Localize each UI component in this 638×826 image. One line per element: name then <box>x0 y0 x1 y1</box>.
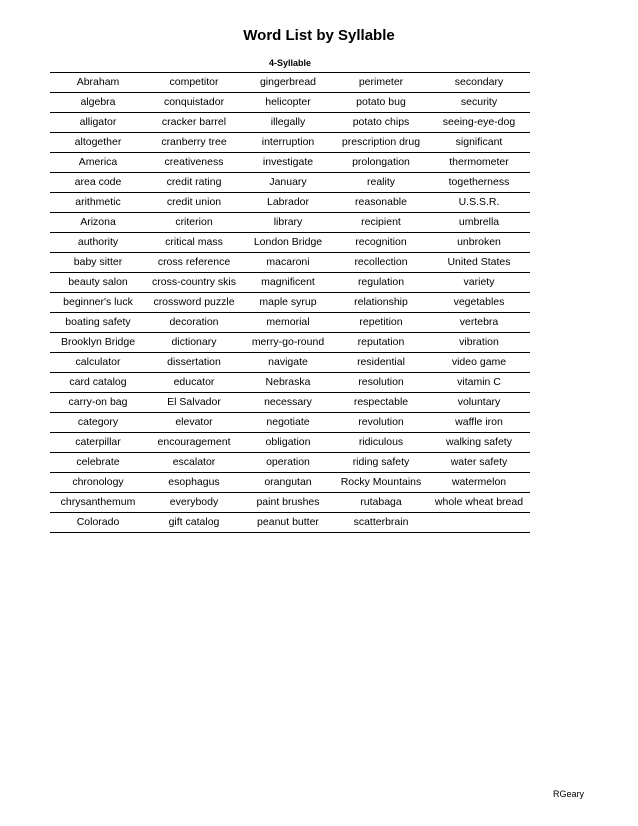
word-cell: crossword puzzle <box>146 293 242 313</box>
word-cell: revolution <box>334 413 428 433</box>
word-cell: cranberry tree <box>146 133 242 153</box>
table-row <box>50 453 530 473</box>
word-cell: cross reference <box>146 253 242 273</box>
word-cell: United States <box>428 253 530 273</box>
word-cell: arithmetic <box>50 193 146 213</box>
table-row <box>50 373 530 393</box>
word-cell: area code <box>50 173 146 193</box>
word-cell: secondary <box>428 73 530 93</box>
word-cell: Brooklyn Bridge <box>50 333 146 353</box>
word-cell: competitor <box>146 73 242 93</box>
word-cell: navigate <box>242 353 334 373</box>
word-cell: London Bridge <box>242 233 334 253</box>
word-cell: baby sitter <box>50 253 146 273</box>
word-cell: altogether <box>50 133 146 153</box>
word-cell: America <box>50 153 146 173</box>
word-cell: gift catalog <box>146 513 242 533</box>
word-cell: elevator <box>146 413 242 433</box>
word-cell: celebrate <box>50 453 146 473</box>
word-cell: helicopter <box>242 93 334 113</box>
word-cell: algebra <box>50 93 146 113</box>
word-cell: security <box>428 93 530 113</box>
word-cell: beginner's luck <box>50 293 146 313</box>
word-cell: cross-country skis <box>146 273 242 293</box>
table-row <box>50 93 530 113</box>
word-cell: recollection <box>334 253 428 273</box>
word-cell: togetherness <box>428 173 530 193</box>
word-cell: criterion <box>146 213 242 233</box>
word-cell: chrysanthemum <box>50 493 146 513</box>
word-cell: conquistador <box>146 93 242 113</box>
table-row <box>50 413 530 433</box>
word-cell: Rocky Mountains <box>334 473 428 493</box>
word-cell: umbrella <box>428 213 530 233</box>
word-cell: resolution <box>334 373 428 393</box>
word-cell: scatterbrain <box>334 513 428 533</box>
word-cell: macaroni <box>242 253 334 273</box>
table-row <box>50 193 530 213</box>
word-cell: obligation <box>242 433 334 453</box>
word-cell: prescription drug <box>334 133 428 153</box>
word-cell: vitamin C <box>428 373 530 393</box>
word-cell: water safety <box>428 453 530 473</box>
word-cell: vegetables <box>428 293 530 313</box>
table-row <box>50 473 530 493</box>
word-cell: seeing-eye-dog <box>428 113 530 133</box>
table-row <box>50 273 530 293</box>
word-cell: paint brushes <box>242 493 334 513</box>
word-cell: recipient <box>334 213 428 233</box>
word-cell: recognition <box>334 233 428 253</box>
word-cell: rutabaga <box>334 493 428 513</box>
table-row <box>50 433 530 453</box>
word-cell: encouragement <box>146 433 242 453</box>
word-cell: creativeness <box>146 153 242 173</box>
word-cell: category <box>50 413 146 433</box>
word-cell: Arizona <box>50 213 146 233</box>
word-cell: credit rating <box>146 173 242 193</box>
table-row <box>50 393 530 413</box>
word-cell: respectable <box>334 393 428 413</box>
word-cell: peanut butter <box>242 513 334 533</box>
word-cell: whole wheat bread <box>428 493 530 513</box>
word-cell: orangutan <box>242 473 334 493</box>
word-cell: necessary <box>242 393 334 413</box>
word-table <box>50 72 530 533</box>
word-cell: illegally <box>242 113 334 133</box>
word-cell: potato chips <box>334 113 428 133</box>
word-cell: ridiculous <box>334 433 428 453</box>
word-cell: card catalog <box>50 373 146 393</box>
word-cell: vertebra <box>428 313 530 333</box>
word-cell: memorial <box>242 313 334 333</box>
word-cell: residential <box>334 353 428 373</box>
word-cell: magnificent <box>242 273 334 293</box>
table-row <box>50 313 530 333</box>
word-cell: cracker barrel <box>146 113 242 133</box>
word-cell: library <box>242 213 334 233</box>
word-table-body <box>50 73 530 533</box>
word-cell: reasonable <box>334 193 428 213</box>
table-row <box>50 133 530 153</box>
word-cell: thermometer <box>428 153 530 173</box>
table-row <box>50 293 530 313</box>
word-cell: operation <box>242 453 334 473</box>
word-cell: everybody <box>146 493 242 513</box>
word-cell: walking safety <box>428 433 530 453</box>
table-row <box>50 253 530 273</box>
word-cell: significant <box>428 133 530 153</box>
table-row <box>50 73 530 93</box>
word-cell: educator <box>146 373 242 393</box>
page-title: Word List by Syllable <box>243 27 395 44</box>
word-cell: maple syrup <box>242 293 334 313</box>
word-cell: Labrador <box>242 193 334 213</box>
table-row <box>50 493 530 513</box>
word-cell: alligator <box>50 113 146 133</box>
word-cell: waffle iron <box>428 413 530 433</box>
word-cell: carry-on bag <box>50 393 146 413</box>
word-cell: reputation <box>334 333 428 353</box>
word-cell: dissertation <box>146 353 242 373</box>
word-cell: perimeter <box>334 73 428 93</box>
word-cell: credit union <box>146 193 242 213</box>
word-cell: Nebraska <box>242 373 334 393</box>
word-cell: watermelon <box>428 473 530 493</box>
word-cell: calculator <box>50 353 146 373</box>
word-cell: repetition <box>334 313 428 333</box>
word-cell: riding safety <box>334 453 428 473</box>
table-row <box>50 153 530 173</box>
table-row <box>50 233 530 253</box>
word-cell: January <box>242 173 334 193</box>
word-cell: potato bug <box>334 93 428 113</box>
word-cell: Abraham <box>50 73 146 93</box>
word-cell: caterpillar <box>50 433 146 453</box>
word-cell: video game <box>428 353 530 373</box>
word-cell: critical mass <box>146 233 242 253</box>
word-cell: regulation <box>334 273 428 293</box>
word-cell: vibration <box>428 333 530 353</box>
table-row <box>50 513 530 533</box>
word-cell: gingerbread <box>242 73 334 93</box>
word-cell: prolongation <box>334 153 428 173</box>
table-row <box>50 173 530 193</box>
table-row <box>50 113 530 133</box>
word-cell: unbroken <box>428 233 530 253</box>
word-cell: voluntary <box>428 393 530 413</box>
word-cell: investigate <box>242 153 334 173</box>
word-cell <box>428 513 530 533</box>
word-cell: escalator <box>146 453 242 473</box>
table-row <box>50 353 530 373</box>
word-cell: El Salvador <box>146 393 242 413</box>
footer-credit: RGeary <box>552 789 584 799</box>
word-cell: Colorado <box>50 513 146 533</box>
word-cell: interruption <box>242 133 334 153</box>
word-cell: negotiate <box>242 413 334 433</box>
word-cell: decoration <box>146 313 242 333</box>
section-label: 4-Syllable <box>268 58 312 68</box>
table-row <box>50 213 530 233</box>
word-cell: esophagus <box>146 473 242 493</box>
word-cell: reality <box>334 173 428 193</box>
word-cell: authority <box>50 233 146 253</box>
word-cell: beauty salon <box>50 273 146 293</box>
table-row <box>50 333 530 353</box>
word-cell: U.S.S.R. <box>428 193 530 213</box>
word-cell: chronology <box>50 473 146 493</box>
word-cell: relationship <box>334 293 428 313</box>
word-cell: variety <box>428 273 530 293</box>
word-cell: boating safety <box>50 313 146 333</box>
word-cell: merry-go-round <box>242 333 334 353</box>
word-cell: dictionary <box>146 333 242 353</box>
